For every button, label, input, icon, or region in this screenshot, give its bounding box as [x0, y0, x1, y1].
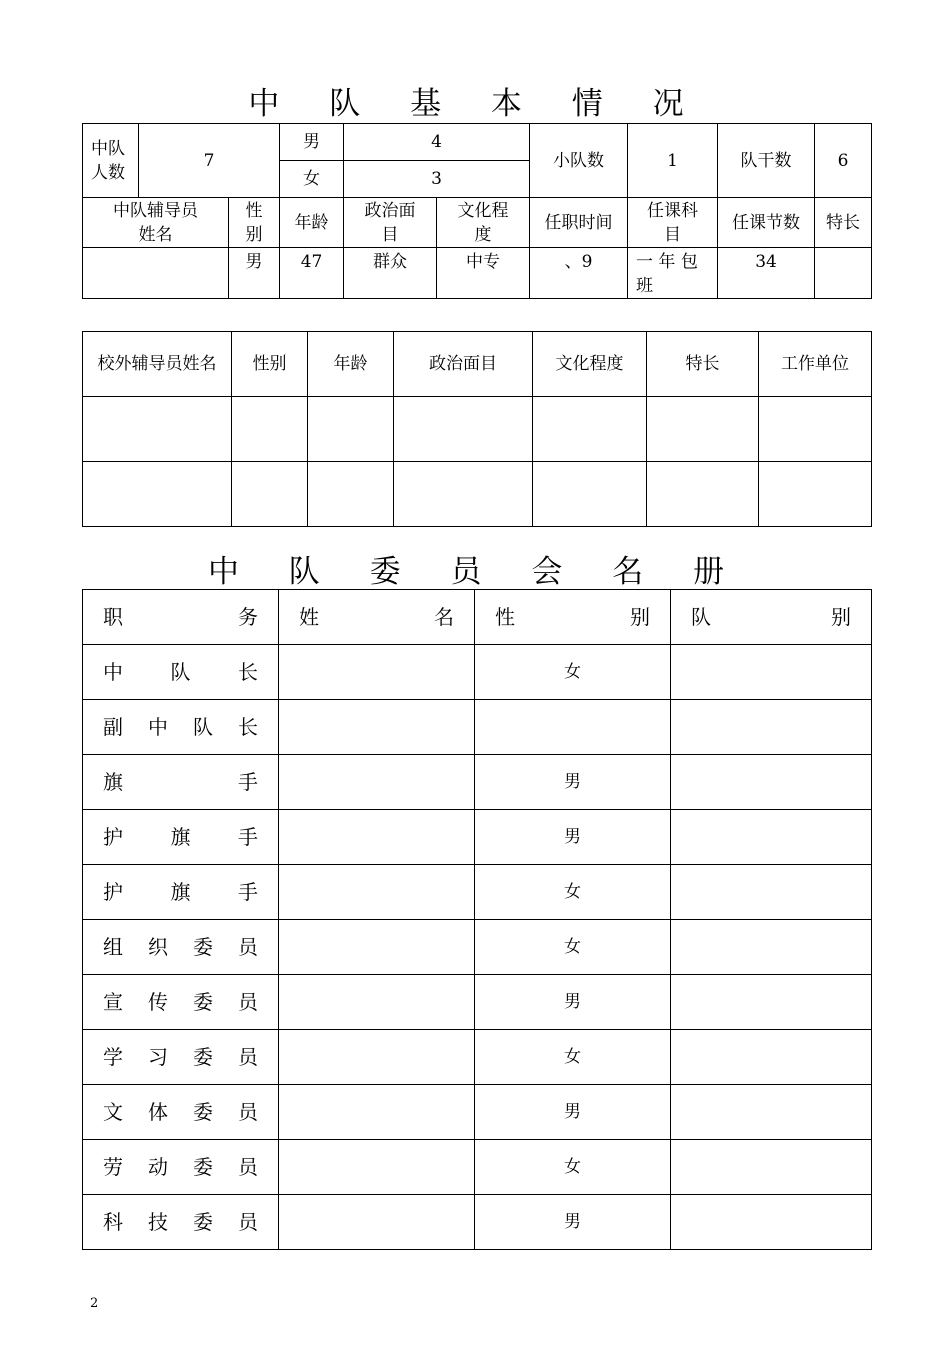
outside-cell	[308, 462, 394, 527]
name-cell	[279, 1085, 475, 1140]
header-outside-workplace: 工作单位	[759, 332, 872, 397]
outside-cell	[533, 397, 647, 462]
header-outside-specialty: 特长	[647, 332, 759, 397]
name-cell	[279, 920, 475, 975]
male-label: 男	[280, 124, 344, 161]
name-cell	[279, 975, 475, 1030]
outside-cell	[308, 397, 394, 462]
counselor-political-cell: 群众	[344, 248, 437, 299]
counselor-name-cell	[83, 248, 229, 299]
counselor-sex-cell: 男	[229, 248, 280, 299]
committee-row	[83, 645, 872, 700]
cadre-count-label: 队干数	[718, 124, 815, 198]
role-cell: 学习委员	[83, 1030, 279, 1085]
team-cell	[671, 645, 872, 700]
name-cell	[279, 755, 475, 810]
outside-cell	[647, 462, 759, 527]
role-cell: 组织委员	[83, 920, 279, 975]
header-appointment-time: 任职时间	[530, 198, 628, 248]
outside-cell	[232, 462, 308, 527]
header-sex: 性别	[229, 198, 280, 248]
header-team: 队别	[671, 590, 872, 645]
role-cell: 护旗手	[83, 865, 279, 920]
outside-cell	[394, 397, 533, 462]
page-number: 2	[90, 1296, 99, 1311]
header-outside-counselor-name: 校外辅导员姓名	[83, 332, 232, 397]
outside-data-row	[83, 462, 872, 527]
team-cell	[671, 1030, 872, 1085]
committee-header-row	[83, 590, 872, 645]
team-cell	[671, 810, 872, 865]
header-political-status: 政治面目	[344, 198, 437, 248]
committee-row	[83, 975, 872, 1030]
header-outside-age: 年龄	[308, 332, 394, 397]
counselor-education-cell: 中专	[437, 248, 530, 299]
sex-cell: 男	[475, 1195, 671, 1250]
counselor-lesson-count-cell: 34	[718, 248, 815, 299]
sex-cell: 女	[475, 1140, 671, 1195]
outside-cell	[232, 397, 308, 462]
counselor-specialty-cell	[815, 248, 872, 299]
basic-info-table	[82, 123, 872, 299]
outside-data-row	[83, 397, 872, 462]
team-cell	[671, 920, 872, 975]
outside-counselor-table	[82, 331, 872, 527]
committee-roster-table	[82, 589, 872, 1250]
sex-cell	[475, 700, 671, 755]
counselor-age-cell: 47	[280, 248, 344, 299]
squad-count-label: 小队数	[530, 124, 628, 198]
basic-info-title: 中 队 基 本 情 况	[248, 86, 704, 122]
committee-row	[83, 810, 872, 865]
role-cell: 中队长	[83, 645, 279, 700]
team-cell	[671, 975, 872, 1030]
committee-row	[83, 920, 872, 975]
role-cell: 劳动委员	[83, 1140, 279, 1195]
header-name: 姓名	[279, 590, 475, 645]
committee-row	[83, 755, 872, 810]
committee-row	[83, 1085, 872, 1140]
sex-cell: 男	[475, 810, 671, 865]
header-lesson-count: 任课节数	[718, 198, 815, 248]
counselor-data-row	[83, 248, 872, 299]
sex-cell: 女	[475, 1030, 671, 1085]
name-cell	[279, 1030, 475, 1085]
outside-header-row	[83, 332, 872, 397]
committee-row	[83, 865, 872, 920]
member-count-value: 7	[139, 124, 280, 198]
committee-row	[83, 1140, 872, 1195]
header-role: 职务	[83, 590, 279, 645]
team-cell	[671, 1140, 872, 1195]
committee-roster-title: 中 队 委 员 会 名 册	[207, 554, 745, 590]
team-cell	[671, 700, 872, 755]
counselor-appointment-cell: 、9	[530, 248, 628, 299]
name-cell	[279, 1195, 475, 1250]
outside-cell	[533, 462, 647, 527]
role-cell: 科技委员	[83, 1195, 279, 1250]
outside-cell	[83, 397, 232, 462]
sex-cell: 男	[475, 1085, 671, 1140]
committee-row	[83, 1195, 872, 1250]
role-cell: 旗手	[83, 755, 279, 810]
header-outside-political-status: 政治面目	[394, 332, 533, 397]
outside-cell	[759, 397, 872, 462]
header-outside-education: 文化程度	[533, 332, 647, 397]
team-cell	[671, 1195, 872, 1250]
role-cell: 副中队长	[83, 700, 279, 755]
role-cell: 宣传委员	[83, 975, 279, 1030]
outside-cell	[647, 397, 759, 462]
female-label: 女	[280, 161, 344, 198]
header-education: 文化程度	[437, 198, 530, 248]
header-specialty: 特长	[815, 198, 872, 248]
header-counselor-name: 中队辅导员姓名	[83, 198, 229, 248]
header-subject: 任课科目	[628, 198, 718, 248]
header-age: 年龄	[280, 198, 344, 248]
name-cell	[279, 700, 475, 755]
counselor-header-row	[83, 198, 872, 248]
team-cell	[671, 755, 872, 810]
outside-cell	[83, 462, 232, 527]
committee-row	[83, 700, 872, 755]
male-count-value: 4	[344, 124, 530, 161]
cadre-count-value: 6	[815, 124, 872, 198]
team-cell	[671, 865, 872, 920]
name-cell	[279, 1140, 475, 1195]
team-cell	[671, 1085, 872, 1140]
committee-row	[83, 1030, 872, 1085]
outside-cell	[759, 462, 872, 527]
counselor-subject-cell: 一 年 包 班	[628, 248, 718, 299]
sex-cell: 女	[475, 865, 671, 920]
header-committee-sex: 性别	[475, 590, 671, 645]
member-count-label: 中队人数	[83, 124, 139, 198]
header-outside-sex: 性别	[232, 332, 308, 397]
sex-cell: 男	[475, 975, 671, 1030]
name-cell	[279, 645, 475, 700]
outside-cell	[394, 462, 533, 527]
name-cell	[279, 865, 475, 920]
name-cell	[279, 810, 475, 865]
role-cell: 文体委员	[83, 1085, 279, 1140]
sex-cell: 女	[475, 645, 671, 700]
role-cell: 护旗手	[83, 810, 279, 865]
sex-cell: 男	[475, 755, 671, 810]
squad-count-value: 1	[628, 124, 718, 198]
female-count-value: 3	[344, 161, 530, 198]
sex-cell: 女	[475, 920, 671, 975]
